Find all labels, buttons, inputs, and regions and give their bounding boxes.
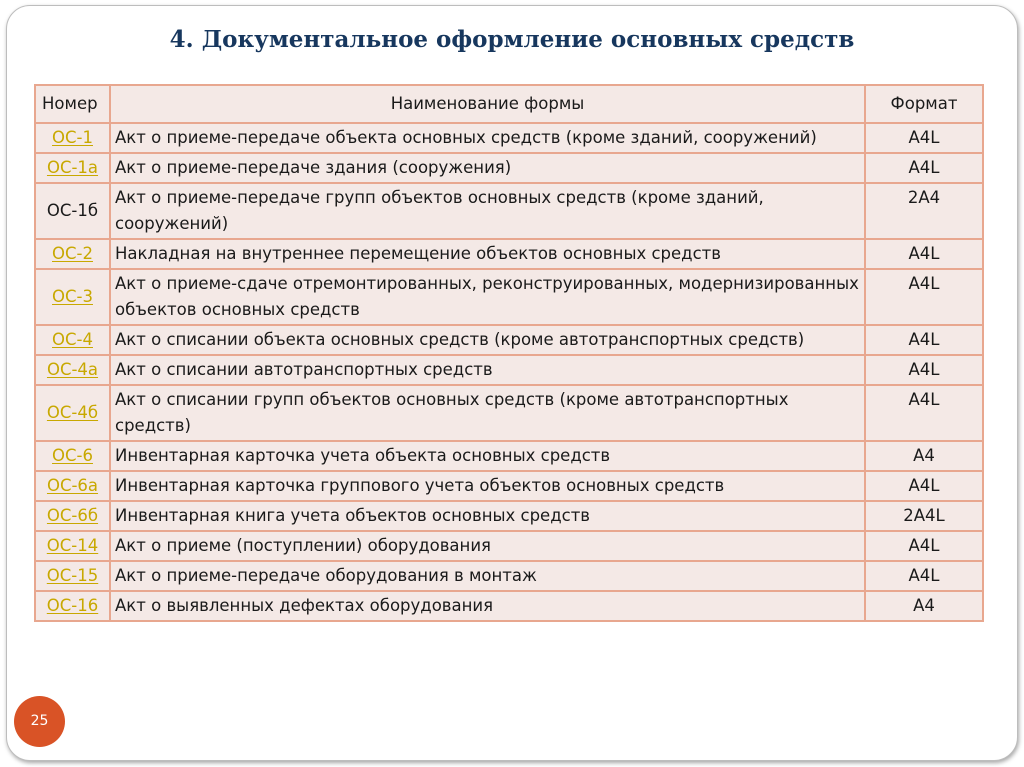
form-number-link[interactable]: ОС-1а — [46, 158, 99, 177]
form-number-link[interactable]: ОС-1 — [52, 128, 93, 147]
form-format-cell: A4 — [865, 441, 983, 471]
form-format-cell: 2A4 — [865, 183, 983, 239]
form-name-cell: Инвентарная карточка группового учета объектов основных средств — [110, 471, 865, 501]
form-format-cell: A4L — [865, 325, 983, 355]
form-number-cell — [35, 501, 110, 531]
form-format-cell: A4L — [865, 355, 983, 385]
form-name-cell: Акт о приеме-сдаче отремонтированных, реконструированных, модернизированных объектов основных средств — [110, 269, 865, 325]
form-number-link[interactable]: ОС-4 — [52, 330, 93, 349]
table-row — [35, 355, 983, 385]
form-name-cell: Акт о приеме-передаче оборудования в монтаж — [110, 561, 865, 591]
table-header-row — [35, 85, 983, 123]
page-number-badge: 25 — [14, 696, 65, 747]
table-row — [35, 123, 983, 153]
table-row — [35, 471, 983, 501]
form-number-cell — [35, 153, 110, 183]
table-row — [35, 501, 983, 531]
form-format-cell: A4L — [865, 153, 983, 183]
table-row — [35, 239, 983, 269]
form-name-cell: Акт о списании объекта основных средств (кроме автотранспортных средств) — [110, 325, 865, 355]
form-name-cell: Акт о приеме-передаче групп объектов основных средств (кроме зданий, сооружений) — [110, 183, 865, 239]
form-name-cell: Инвентарная карточка учета объекта основных средств — [110, 441, 865, 471]
form-format-cell: A4 — [865, 591, 983, 621]
form-name-cell: Накладная на внутреннее перемещение объектов основных средств — [110, 239, 865, 269]
header-number: Номер — [35, 85, 110, 123]
table-row — [35, 561, 983, 591]
form-format-cell: A4L — [865, 385, 983, 441]
table-row — [35, 385, 983, 441]
form-number-link[interactable]: ОС-6 — [52, 446, 93, 465]
form-format-cell: A4L — [865, 471, 983, 501]
form-number-cell — [35, 441, 110, 471]
form-number-cell — [35, 269, 110, 325]
form-format-cell: A4L — [865, 531, 983, 561]
form-number-link[interactable]: ОС-4а — [46, 360, 99, 379]
table-row — [35, 269, 983, 325]
form-number-link[interactable]: ОС-3 — [52, 287, 93, 306]
form-name-cell: Акт о списании групп объектов основных средств (кроме автотранспортных средств) — [110, 385, 865, 441]
form-number: ОС-1б — [46, 201, 99, 220]
table-row — [35, 591, 983, 621]
table-row — [35, 531, 983, 561]
form-name-cell: Акт о приеме (поступлении) оборудования — [110, 531, 865, 561]
form-number-link[interactable]: ОС-6б — [46, 506, 99, 525]
form-number-link[interactable]: ОС-6а — [46, 476, 99, 495]
form-number-cell — [35, 471, 110, 501]
form-name-cell: Инвентарная книга учета объектов основных средств — [110, 501, 865, 531]
form-number-cell — [35, 183, 110, 239]
form-number-cell — [35, 385, 110, 441]
form-number-link[interactable]: ОС-2 — [52, 244, 93, 263]
form-format-cell: A4L — [865, 123, 983, 153]
form-format-cell: A4L — [865, 561, 983, 591]
form-name-cell: Акт о выявленных дефектах оборудования — [110, 591, 865, 621]
header-format: Формат — [865, 85, 983, 123]
form-number-link[interactable]: ОС-16 — [46, 596, 99, 615]
form-number-link[interactable]: ОС-4б — [46, 403, 99, 422]
form-number-link[interactable]: ОС-15 — [46, 566, 99, 585]
form-number-cell — [35, 239, 110, 269]
form-number-cell — [35, 591, 110, 621]
form-number-cell — [35, 531, 110, 561]
form-number-cell — [35, 123, 110, 153]
form-name-cell: Акт о приеме-передаче объекта основных средств (кроме зданий, сооружений) — [110, 123, 865, 153]
form-name-cell: Акт о списании автотранспортных средств — [110, 355, 865, 385]
form-number-cell — [35, 561, 110, 591]
form-number-cell — [35, 325, 110, 355]
header-form-name: Наименование формы — [110, 85, 865, 123]
forms-table — [34, 84, 984, 622]
form-format-cell: A4L — [865, 239, 983, 269]
table-row — [35, 325, 983, 355]
table-row — [35, 441, 983, 471]
form-number-cell — [35, 355, 110, 385]
table-row — [35, 153, 983, 183]
form-format-cell: A4L — [865, 269, 983, 325]
form-name-cell: Акт о приеме-передаче здания (сооружения) — [110, 153, 865, 183]
form-format-cell: 2A4L — [865, 501, 983, 531]
slide-title: 4. Документальное оформление основных средств — [169, 26, 855, 53]
form-number-link[interactable]: ОС-14 — [46, 536, 99, 555]
table-row — [35, 183, 983, 239]
